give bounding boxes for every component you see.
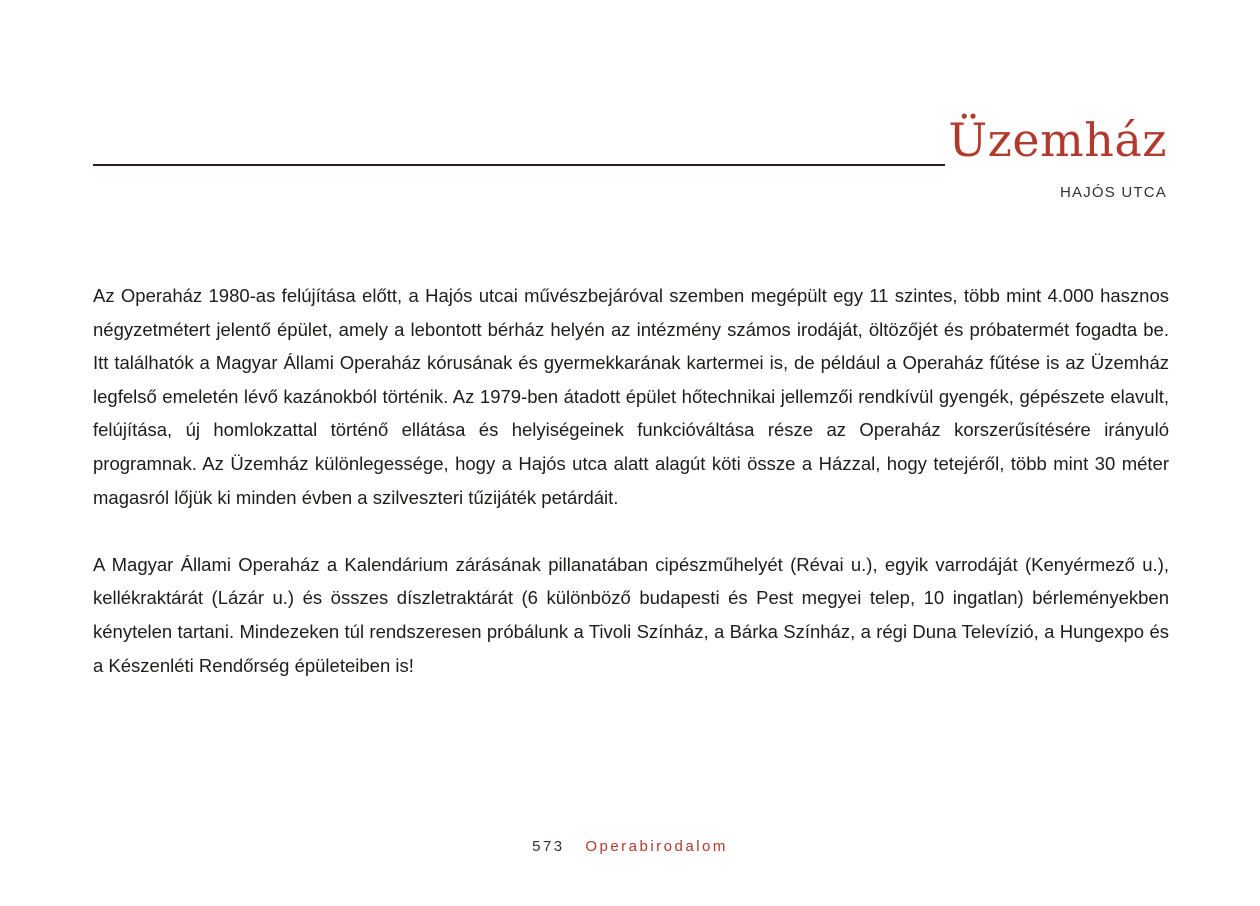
paragraph-2: A Magyar Állami Operaház a Kalendárium zárásának pillanatában cipészműhelyét (Révai u.), egyik varrodáját (Kenyérmező u.), kellékraktárát (Lázár u.) és összes díszletraktárát (6 különböző budapesti és Pest megyei telep, 10 ingatlan) bérleményekben kénytelen tartani. Mindezeken túl rendszeresen próbálunk a Tivoli Színház, a Bárka Színház, a régi Duna Televízió, a Hungexpo és a Készenléti Rendőrség épületeiben is! bbox=[93, 553, 1169, 676]
section-name: Operabirodalom bbox=[585, 838, 728, 855]
article-body bbox=[93, 279, 1169, 716]
page-number: 573 bbox=[532, 838, 565, 855]
page-footer bbox=[0, 838, 1260, 855]
header-divider bbox=[93, 164, 945, 166]
paragraph-1: Az Operaház 1980-as felújítása előtt, a Hajós utcai művészbejáróval szemben megépült egy 11 szintes, több mint 4.000 hasznos négyzetmétert jelentő épület, amely a lebontott bérház helyén az intézmény számos irodáját, öltözőjét és próbatermét fogadta be. Itt találhatók a Magyar Állami Operaház kórusának és gyermekkarának kartermei is, de például a Operaház fűtése is az Üzemház legfelső emeletén lévő kazánokból történik. Az 1979-ben átadott épület hőtechnikai jellemzői rendkívül gyengék, gépészete elavult, felújítása, új homlokzattal történő ellátása és helyiségeinek funkcióváltása része az Operaház korszerűsítésére irányuló programnak. Az Üzemház különlegessége, hogy a Hajós utca alatt alagút köti össze a Házzal, hogy tetejéről, több mint 30 méter magasról lőjük ki minden évben a szilveszteri tűzijáték petárdáit. bbox=[93, 285, 1169, 508]
page-subtitle: HAJÓS UTCA bbox=[1059, 184, 1167, 201]
page-title: Üzemház bbox=[948, 113, 1167, 167]
